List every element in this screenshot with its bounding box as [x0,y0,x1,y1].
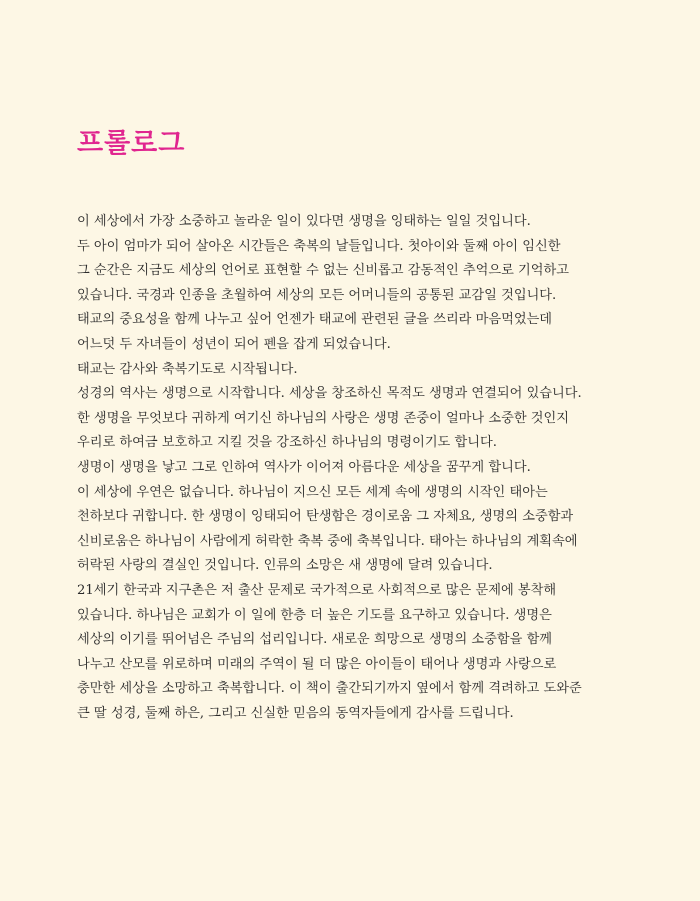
body-line: 허락된 사랑의 결실인 것입니다. 인류의 소망은 새 생명에 달려 있습니다. [77,558,493,574]
body-line: 생명이 생명을 낳고 그로 인하여 역사가 이어져 아름다운 세상을 꿈꾸게 합니다. [77,459,531,475]
body-line: 그 순간은 지금도 세상의 언어로 표현할 수 없는 신비롭고 감동적인 추억으로 기억하고 [77,263,569,279]
body-line: 이 세상에서 가장 소중하고 놀라운 일이 있다면 생명을 잉태하는 일일 것입니다. [77,214,531,229]
body-line: 이 세상에 우연은 없습니다. 하나님이 지으신 모든 세계 속에 생명의 시작인 태아는 [77,484,548,500]
body-line: 성경의 역사는 생명으로 시작합니다. 세상을 창조하신 목적도 생명과 연결되어 있습니다. [77,386,582,402]
body-line: 태교의 중요성을 함께 나누고 싶어 언젠가 태교에 관련된 글을 쓰리라 마음먹었는데 [77,312,553,328]
body-line: 한 생명을 무엇보다 귀하게 여기신 하나님의 사랑은 생명 존중이 얼마나 소중한 것인지 [77,410,569,426]
body-line: 있습니다. 하나님은 교회가 이 일에 한층 더 높은 기도를 요구하고 있습니다. 생명은 [77,607,552,623]
body-line: 나누고 산모를 위로하며 미래의 주역이 될 더 많은 아이들이 태어나 생명과 사랑으로 [77,656,557,672]
body-line: 21세기 한국과 지구촌은 저 출산 문제로 국가적으로 사회적으로 많은 문제에 봉착해 [77,582,557,598]
page-title: 프롤로그 [77,128,186,159]
body-line: 어느덧 두 자녀들이 성년이 되어 펜을 잡게 되었습니다. [77,336,391,352]
body-line: 큰 딸 성경, 둘째 하은, 그리고 신실한 믿음의 동역자들에게 감사를 드립니다. [77,705,514,721]
prologue-body [77,210,637,726]
body-line: 세상의 이기를 뛰어넘은 주님의 섭리입니다. 새로운 희망으로 생명의 소중함을 함께 [77,632,553,648]
body-line: 충만한 세상을 소망하고 축복합니다. 이 책이 출간되기까지 옆에서 함께 격려하고 도와준 [77,681,582,697]
body-line: 두 아이 엄마가 되어 살아온 시간들은 축복의 날들입니다. 첫아이와 둘째 아이 임신한 [77,238,561,254]
body-line: 태교는 감사와 축복기도로 시작됩니다. [77,361,298,377]
body-line: 있습니다. 국경과 인종을 초월하여 세상의 모든 어머니들의 공통된 교감일 것입니다. [77,287,557,303]
body-line: 우리로 하여금 보호하고 지킬 것을 강조하신 하나님의 명령이기도 합니다. [77,435,497,451]
body-line: 신비로움은 하나님이 사람에게 허락한 축복 중에 축복입니다. 태아는 하나님의 계획속에 [77,533,578,549]
body-line: 천하보다 귀합니다. 한 생명이 잉태되어 탄생함은 경이로움 그 자체요, 생명의 소중함과 [77,509,574,525]
